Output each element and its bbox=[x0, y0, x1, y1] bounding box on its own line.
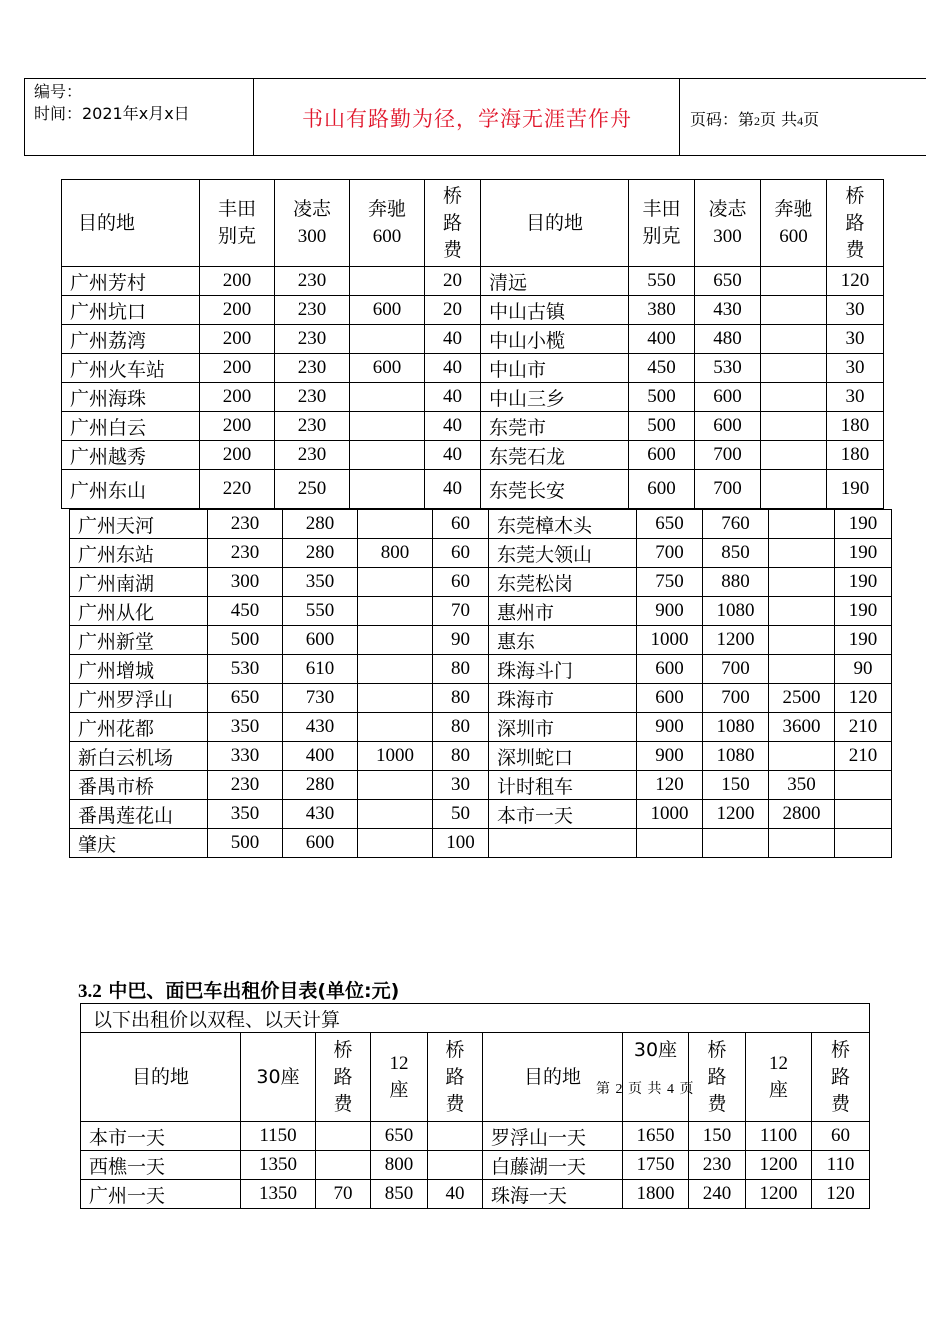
destination-cell: 东莞樟木头 bbox=[489, 510, 637, 539]
price-cell: 530 bbox=[695, 354, 761, 383]
price-cell: 650 bbox=[208, 684, 283, 713]
destination-cell: 东莞松岗 bbox=[489, 568, 637, 597]
price-cell: 730 bbox=[283, 684, 358, 713]
section-title-text: 中巴、面巴车出租价目表(单位:元) bbox=[108, 980, 400, 1002]
table-caption-row bbox=[81, 1004, 870, 1033]
price-cell: 1000 bbox=[637, 800, 703, 829]
destination-cell: 珠海斗门 bbox=[489, 655, 637, 684]
table-row bbox=[70, 626, 892, 655]
price-cell: 1800 bbox=[623, 1180, 689, 1209]
price-cell: 1080 bbox=[703, 713, 769, 742]
header-benz: 奔驰 600 bbox=[761, 180, 827, 267]
destination-cell: 广州芳村 bbox=[62, 267, 200, 296]
destination-cell: 广州花都 bbox=[70, 713, 208, 742]
price-cell: 850 bbox=[703, 539, 769, 568]
header-toll: 桥路费 bbox=[428, 1033, 483, 1122]
price-cell: 30 bbox=[827, 383, 884, 412]
price-cell: 600 bbox=[629, 470, 695, 509]
table-row bbox=[70, 510, 892, 539]
price-cell: 40 bbox=[425, 470, 481, 509]
price-cell: 30 bbox=[827, 354, 884, 383]
price-cell: 330 bbox=[208, 742, 283, 771]
price-cell bbox=[769, 568, 835, 597]
price-cell: 600 bbox=[637, 655, 703, 684]
price-cell bbox=[350, 470, 425, 509]
header-toll: 桥路费 bbox=[316, 1033, 371, 1122]
table-row bbox=[81, 1122, 870, 1151]
price-cell: 1200 bbox=[746, 1151, 812, 1180]
price-cell bbox=[769, 597, 835, 626]
destination-cell: 广州增城 bbox=[70, 655, 208, 684]
destination-cell: 深圳市 bbox=[489, 713, 637, 742]
price-cell bbox=[703, 829, 769, 858]
price-cell: 230 bbox=[275, 296, 350, 325]
price-cell bbox=[761, 441, 827, 470]
destination-cell: 东莞长安 bbox=[481, 470, 629, 509]
price-cell bbox=[358, 684, 433, 713]
table-row bbox=[62, 325, 884, 354]
price-cell: 600 bbox=[695, 412, 761, 441]
destination-cell: 广州一天 bbox=[81, 1180, 241, 1209]
price-cell: 350 bbox=[208, 800, 283, 829]
price-cell: 480 bbox=[695, 325, 761, 354]
price-cell: 90 bbox=[835, 655, 892, 684]
page-total: 4 bbox=[797, 114, 804, 128]
table-row bbox=[70, 684, 892, 713]
price-cell bbox=[350, 383, 425, 412]
price-cell: 500 bbox=[208, 626, 283, 655]
destination-cell: 西樵一天 bbox=[81, 1151, 241, 1180]
page-suffix: 页 bbox=[803, 110, 820, 129]
price-cell: 40 bbox=[428, 1180, 483, 1209]
table-row bbox=[81, 1151, 870, 1180]
price-cell: 400 bbox=[283, 742, 358, 771]
table-row bbox=[70, 742, 892, 771]
destination-cell: 肇庆 bbox=[70, 829, 208, 858]
price-cell: 150 bbox=[703, 771, 769, 800]
header-divider bbox=[24, 79, 25, 155]
price-cell: 20 bbox=[425, 267, 481, 296]
price-cell: 700 bbox=[703, 684, 769, 713]
destination-cell: 番禺莲花山 bbox=[70, 800, 208, 829]
header-toll: 桥路费 bbox=[812, 1033, 870, 1122]
destination-cell: 东莞市 bbox=[481, 412, 629, 441]
destination-cell: 珠海市 bbox=[489, 684, 637, 713]
destination-cell: 广州越秀 bbox=[62, 441, 200, 470]
price-cell: 600 bbox=[637, 684, 703, 713]
price-cell: 120 bbox=[812, 1180, 870, 1209]
price-cell: 200 bbox=[200, 267, 275, 296]
section-title bbox=[78, 976, 399, 1003]
destination-cell: 东莞石龙 bbox=[481, 441, 629, 470]
table-header-row bbox=[62, 180, 884, 267]
price-cell bbox=[358, 829, 433, 858]
destination-cell: 清远 bbox=[481, 267, 629, 296]
price-cell: 90 bbox=[433, 626, 489, 655]
price-cell: 600 bbox=[350, 296, 425, 325]
price-cell: 600 bbox=[350, 354, 425, 383]
price-cell bbox=[350, 412, 425, 441]
price-cell: 210 bbox=[835, 713, 892, 742]
price-cell: 190 bbox=[835, 510, 892, 539]
motto: 书山有路勤为径，学海无涯苦作舟 bbox=[302, 107, 632, 131]
destination-cell bbox=[489, 829, 637, 858]
serial-label: 编号： bbox=[34, 82, 83, 101]
price-cell bbox=[358, 626, 433, 655]
destination-cell: 珠海一天 bbox=[483, 1180, 623, 1209]
header-12-seat: 12 座 bbox=[371, 1033, 428, 1122]
price-cell: 750 bbox=[637, 568, 703, 597]
price-cell: 760 bbox=[703, 510, 769, 539]
price-cell: 1080 bbox=[703, 597, 769, 626]
table-row bbox=[70, 800, 892, 829]
destination-cell: 新白云机场 bbox=[70, 742, 208, 771]
price-cell: 1150 bbox=[241, 1122, 316, 1151]
price-cell: 2500 bbox=[769, 684, 835, 713]
time-label: 时间：2021年x月x日 bbox=[34, 104, 190, 123]
destination-cell: 惠州市 bbox=[489, 597, 637, 626]
table-row bbox=[62, 296, 884, 325]
destination-cell: 东莞大领山 bbox=[489, 539, 637, 568]
minibus-price-table bbox=[80, 1003, 870, 1209]
price-cell: 530 bbox=[208, 655, 283, 684]
price-cell: 900 bbox=[637, 713, 703, 742]
section-number: 3.2 bbox=[78, 981, 102, 1002]
price-cell bbox=[769, 510, 835, 539]
price-cell: 220 bbox=[200, 470, 275, 509]
table-row bbox=[81, 1180, 870, 1209]
price-cell bbox=[350, 441, 425, 470]
price-cell bbox=[350, 325, 425, 354]
header-toyota-buick: 丰田别克 bbox=[200, 180, 275, 267]
destination-cell: 广州荔湾 bbox=[62, 325, 200, 354]
price-cell: 240 bbox=[689, 1180, 746, 1209]
price-cell bbox=[761, 470, 827, 509]
price-cell bbox=[428, 1151, 483, 1180]
price-cell: 100 bbox=[433, 829, 489, 858]
destination-cell: 惠东 bbox=[489, 626, 637, 655]
table-row bbox=[70, 829, 892, 858]
price-cell: 610 bbox=[283, 655, 358, 684]
price-cell: 230 bbox=[275, 325, 350, 354]
header-dest: 目的地 bbox=[81, 1033, 241, 1122]
price-cell: 280 bbox=[283, 510, 358, 539]
price-cell: 190 bbox=[835, 597, 892, 626]
price-cell: 180 bbox=[827, 441, 884, 470]
price-cell: 80 bbox=[433, 713, 489, 742]
header-lexus: 凌志 300 bbox=[695, 180, 761, 267]
price-cell: 350 bbox=[769, 771, 835, 800]
price-cell bbox=[761, 267, 827, 296]
destination-cell: 广州东站 bbox=[70, 539, 208, 568]
table-row bbox=[62, 354, 884, 383]
header-12-seat: 12 座 bbox=[746, 1033, 812, 1122]
table-row bbox=[70, 539, 892, 568]
price-cell: 1200 bbox=[746, 1180, 812, 1209]
price-cell: 230 bbox=[275, 267, 350, 296]
price-cell: 430 bbox=[283, 800, 358, 829]
price-cell: 230 bbox=[689, 1151, 746, 1180]
page-current: 2 bbox=[754, 114, 761, 128]
price-cell: 500 bbox=[629, 383, 695, 412]
price-cell: 1750 bbox=[623, 1151, 689, 1180]
price-cell bbox=[637, 829, 703, 858]
price-cell: 650 bbox=[695, 267, 761, 296]
price-cell: 900 bbox=[637, 742, 703, 771]
destination-cell: 白藤湖一天 bbox=[483, 1151, 623, 1180]
price-cell: 400 bbox=[629, 325, 695, 354]
price-cell: 50 bbox=[433, 800, 489, 829]
price-table-top bbox=[61, 179, 884, 509]
price-cell bbox=[358, 800, 433, 829]
header-toyota-buick: 丰田别克 bbox=[629, 180, 695, 267]
table-row bbox=[70, 655, 892, 684]
price-cell: 1200 bbox=[703, 626, 769, 655]
destination-cell: 广州新堂 bbox=[70, 626, 208, 655]
price-cell: 200 bbox=[200, 325, 275, 354]
header-toll: 桥路费 bbox=[827, 180, 884, 267]
table-caption: 以下出租价以双程、以天计算 bbox=[81, 1004, 870, 1033]
price-cell bbox=[761, 354, 827, 383]
price-cell: 60 bbox=[812, 1122, 870, 1151]
price-cell bbox=[358, 510, 433, 539]
price-cell bbox=[761, 383, 827, 412]
price-cell: 30 bbox=[433, 771, 489, 800]
destination-cell: 广州从化 bbox=[70, 597, 208, 626]
destination-cell: 广州坑口 bbox=[62, 296, 200, 325]
header-dest: 目的地 bbox=[483, 1033, 623, 1122]
price-cell bbox=[761, 325, 827, 354]
destination-cell: 本市一天 bbox=[81, 1122, 241, 1151]
price-cell: 450 bbox=[208, 597, 283, 626]
price-cell: 500 bbox=[629, 412, 695, 441]
header-toll: 桥路费 bbox=[689, 1033, 746, 1122]
price-cell: 40 bbox=[425, 412, 481, 441]
price-cell: 150 bbox=[689, 1122, 746, 1151]
price-cell: 350 bbox=[283, 568, 358, 597]
price-cell bbox=[769, 829, 835, 858]
header-benz: 奔驰 600 bbox=[350, 180, 425, 267]
header-dest: 目的地 bbox=[481, 180, 629, 267]
price-cell: 20 bbox=[425, 296, 481, 325]
price-cell: 230 bbox=[275, 412, 350, 441]
header-dest: 目的地 bbox=[62, 180, 200, 267]
price-cell: 40 bbox=[425, 325, 481, 354]
price-cell: 900 bbox=[637, 597, 703, 626]
price-cell: 250 bbox=[275, 470, 350, 509]
price-cell: 1350 bbox=[241, 1151, 316, 1180]
price-cell: 70 bbox=[433, 597, 489, 626]
price-cell: 200 bbox=[200, 441, 275, 470]
price-cell: 550 bbox=[283, 597, 358, 626]
destination-cell: 广州东山 bbox=[62, 470, 200, 509]
price-cell: 650 bbox=[371, 1122, 428, 1151]
price-cell: 190 bbox=[835, 626, 892, 655]
price-cell: 80 bbox=[433, 684, 489, 713]
price-cell: 430 bbox=[283, 713, 358, 742]
price-cell bbox=[761, 296, 827, 325]
price-cell: 60 bbox=[433, 539, 489, 568]
price-cell: 40 bbox=[425, 441, 481, 470]
price-cell: 700 bbox=[703, 655, 769, 684]
table-row bbox=[62, 267, 884, 296]
price-cell: 1100 bbox=[746, 1122, 812, 1151]
price-cell: 700 bbox=[637, 539, 703, 568]
price-cell: 230 bbox=[208, 771, 283, 800]
destination-cell: 中山古镇 bbox=[481, 296, 629, 325]
price-cell: 850 bbox=[371, 1180, 428, 1209]
price-cell: 80 bbox=[433, 655, 489, 684]
header-30-seat: 30座 bbox=[623, 1033, 689, 1122]
price-cell: 110 bbox=[812, 1151, 870, 1180]
price-cell: 700 bbox=[695, 470, 761, 509]
price-cell: 500 bbox=[208, 829, 283, 858]
page-info bbox=[690, 107, 819, 130]
table-row bbox=[70, 713, 892, 742]
destination-cell: 广州火车站 bbox=[62, 354, 200, 383]
price-cell: 1080 bbox=[703, 742, 769, 771]
table-row bbox=[62, 470, 884, 509]
destination-cell: 中山市 bbox=[481, 354, 629, 383]
price-cell bbox=[316, 1122, 371, 1151]
price-cell: 800 bbox=[371, 1151, 428, 1180]
price-cell: 1200 bbox=[703, 800, 769, 829]
price-cell: 200 bbox=[200, 354, 275, 383]
price-cell bbox=[358, 597, 433, 626]
price-cell: 30 bbox=[827, 325, 884, 354]
destination-cell: 广州南湖 bbox=[70, 568, 208, 597]
destination-cell: 深圳蛇口 bbox=[489, 742, 637, 771]
price-cell bbox=[835, 800, 892, 829]
price-cell bbox=[769, 539, 835, 568]
price-cell: 600 bbox=[283, 626, 358, 655]
price-cell: 180 bbox=[827, 412, 884, 441]
price-table-bottom bbox=[69, 509, 892, 858]
price-cell: 210 bbox=[835, 742, 892, 771]
destination-cell: 中山三乡 bbox=[481, 383, 629, 412]
price-cell bbox=[358, 713, 433, 742]
price-cell: 2800 bbox=[769, 800, 835, 829]
destination-cell: 中山小榄 bbox=[481, 325, 629, 354]
price-cell: 550 bbox=[629, 267, 695, 296]
price-cell: 450 bbox=[629, 354, 695, 383]
price-cell: 120 bbox=[827, 267, 884, 296]
price-cell: 230 bbox=[208, 539, 283, 568]
price-cell: 430 bbox=[695, 296, 761, 325]
price-cell bbox=[769, 626, 835, 655]
table-header-row bbox=[81, 1033, 870, 1122]
price-cell: 200 bbox=[200, 296, 275, 325]
destination-cell: 本市一天 bbox=[489, 800, 637, 829]
table-row bbox=[62, 412, 884, 441]
header-30-seat: 30座 bbox=[241, 1033, 316, 1122]
page-mid: 页 共 bbox=[760, 110, 798, 129]
destination-cell: 广州罗浮山 bbox=[70, 684, 208, 713]
price-cell bbox=[769, 742, 835, 771]
price-cell: 120 bbox=[637, 771, 703, 800]
price-cell: 200 bbox=[200, 412, 275, 441]
price-cell: 3600 bbox=[769, 713, 835, 742]
price-cell bbox=[835, 829, 892, 858]
price-cell: 1350 bbox=[241, 1180, 316, 1209]
page-label-prefix: 页码：第 bbox=[690, 110, 755, 129]
price-cell bbox=[358, 655, 433, 684]
price-cell bbox=[350, 267, 425, 296]
page-stamp: 第 2 页 共 4 页 bbox=[596, 1082, 695, 1097]
price-cell: 40 bbox=[425, 354, 481, 383]
table-row bbox=[70, 568, 892, 597]
header-toll: 桥路费 bbox=[425, 180, 481, 267]
price-cell bbox=[358, 771, 433, 800]
price-cell: 1000 bbox=[637, 626, 703, 655]
destination-cell: 广州白云 bbox=[62, 412, 200, 441]
price-cell: 600 bbox=[283, 829, 358, 858]
destination-cell: 广州海珠 bbox=[62, 383, 200, 412]
price-cell: 70 bbox=[316, 1180, 371, 1209]
price-cell bbox=[316, 1151, 371, 1180]
price-cell: 190 bbox=[827, 470, 884, 509]
destination-cell: 罗浮山一天 bbox=[483, 1122, 623, 1151]
price-cell: 1000 bbox=[358, 742, 433, 771]
price-cell: 650 bbox=[637, 510, 703, 539]
price-cell: 30 bbox=[827, 296, 884, 325]
price-cell: 300 bbox=[208, 568, 283, 597]
table-row bbox=[70, 771, 892, 800]
price-cell: 380 bbox=[629, 296, 695, 325]
price-cell: 600 bbox=[695, 383, 761, 412]
price-cell bbox=[358, 568, 433, 597]
price-cell: 230 bbox=[275, 354, 350, 383]
price-cell: 190 bbox=[835, 539, 892, 568]
table-row bbox=[62, 441, 884, 470]
destination-cell: 计时租车 bbox=[489, 771, 637, 800]
price-cell: 230 bbox=[275, 441, 350, 470]
price-cell: 600 bbox=[629, 441, 695, 470]
price-cell: 280 bbox=[283, 539, 358, 568]
document-header bbox=[24, 78, 926, 156]
price-cell: 230 bbox=[275, 383, 350, 412]
price-cell: 80 bbox=[433, 742, 489, 771]
price-cell: 40 bbox=[425, 383, 481, 412]
price-cell: 800 bbox=[358, 539, 433, 568]
price-cell bbox=[769, 655, 835, 684]
price-cell: 280 bbox=[283, 771, 358, 800]
price-cell: 190 bbox=[835, 568, 892, 597]
price-cell: 880 bbox=[703, 568, 769, 597]
price-cell: 120 bbox=[835, 684, 892, 713]
price-cell: 700 bbox=[695, 441, 761, 470]
table-row bbox=[70, 597, 892, 626]
table-row bbox=[62, 383, 884, 412]
price-cell: 350 bbox=[208, 713, 283, 742]
header-lexus: 凌志 300 bbox=[275, 180, 350, 267]
price-cell: 60 bbox=[433, 510, 489, 539]
destination-cell: 番禺市桥 bbox=[70, 771, 208, 800]
price-cell: 60 bbox=[433, 568, 489, 597]
price-cell: 230 bbox=[208, 510, 283, 539]
price-cell bbox=[428, 1122, 483, 1151]
destination-cell: 广州天河 bbox=[70, 510, 208, 539]
price-cell bbox=[835, 771, 892, 800]
price-cell: 1650 bbox=[623, 1122, 689, 1151]
price-cell bbox=[761, 412, 827, 441]
price-cell: 200 bbox=[200, 383, 275, 412]
